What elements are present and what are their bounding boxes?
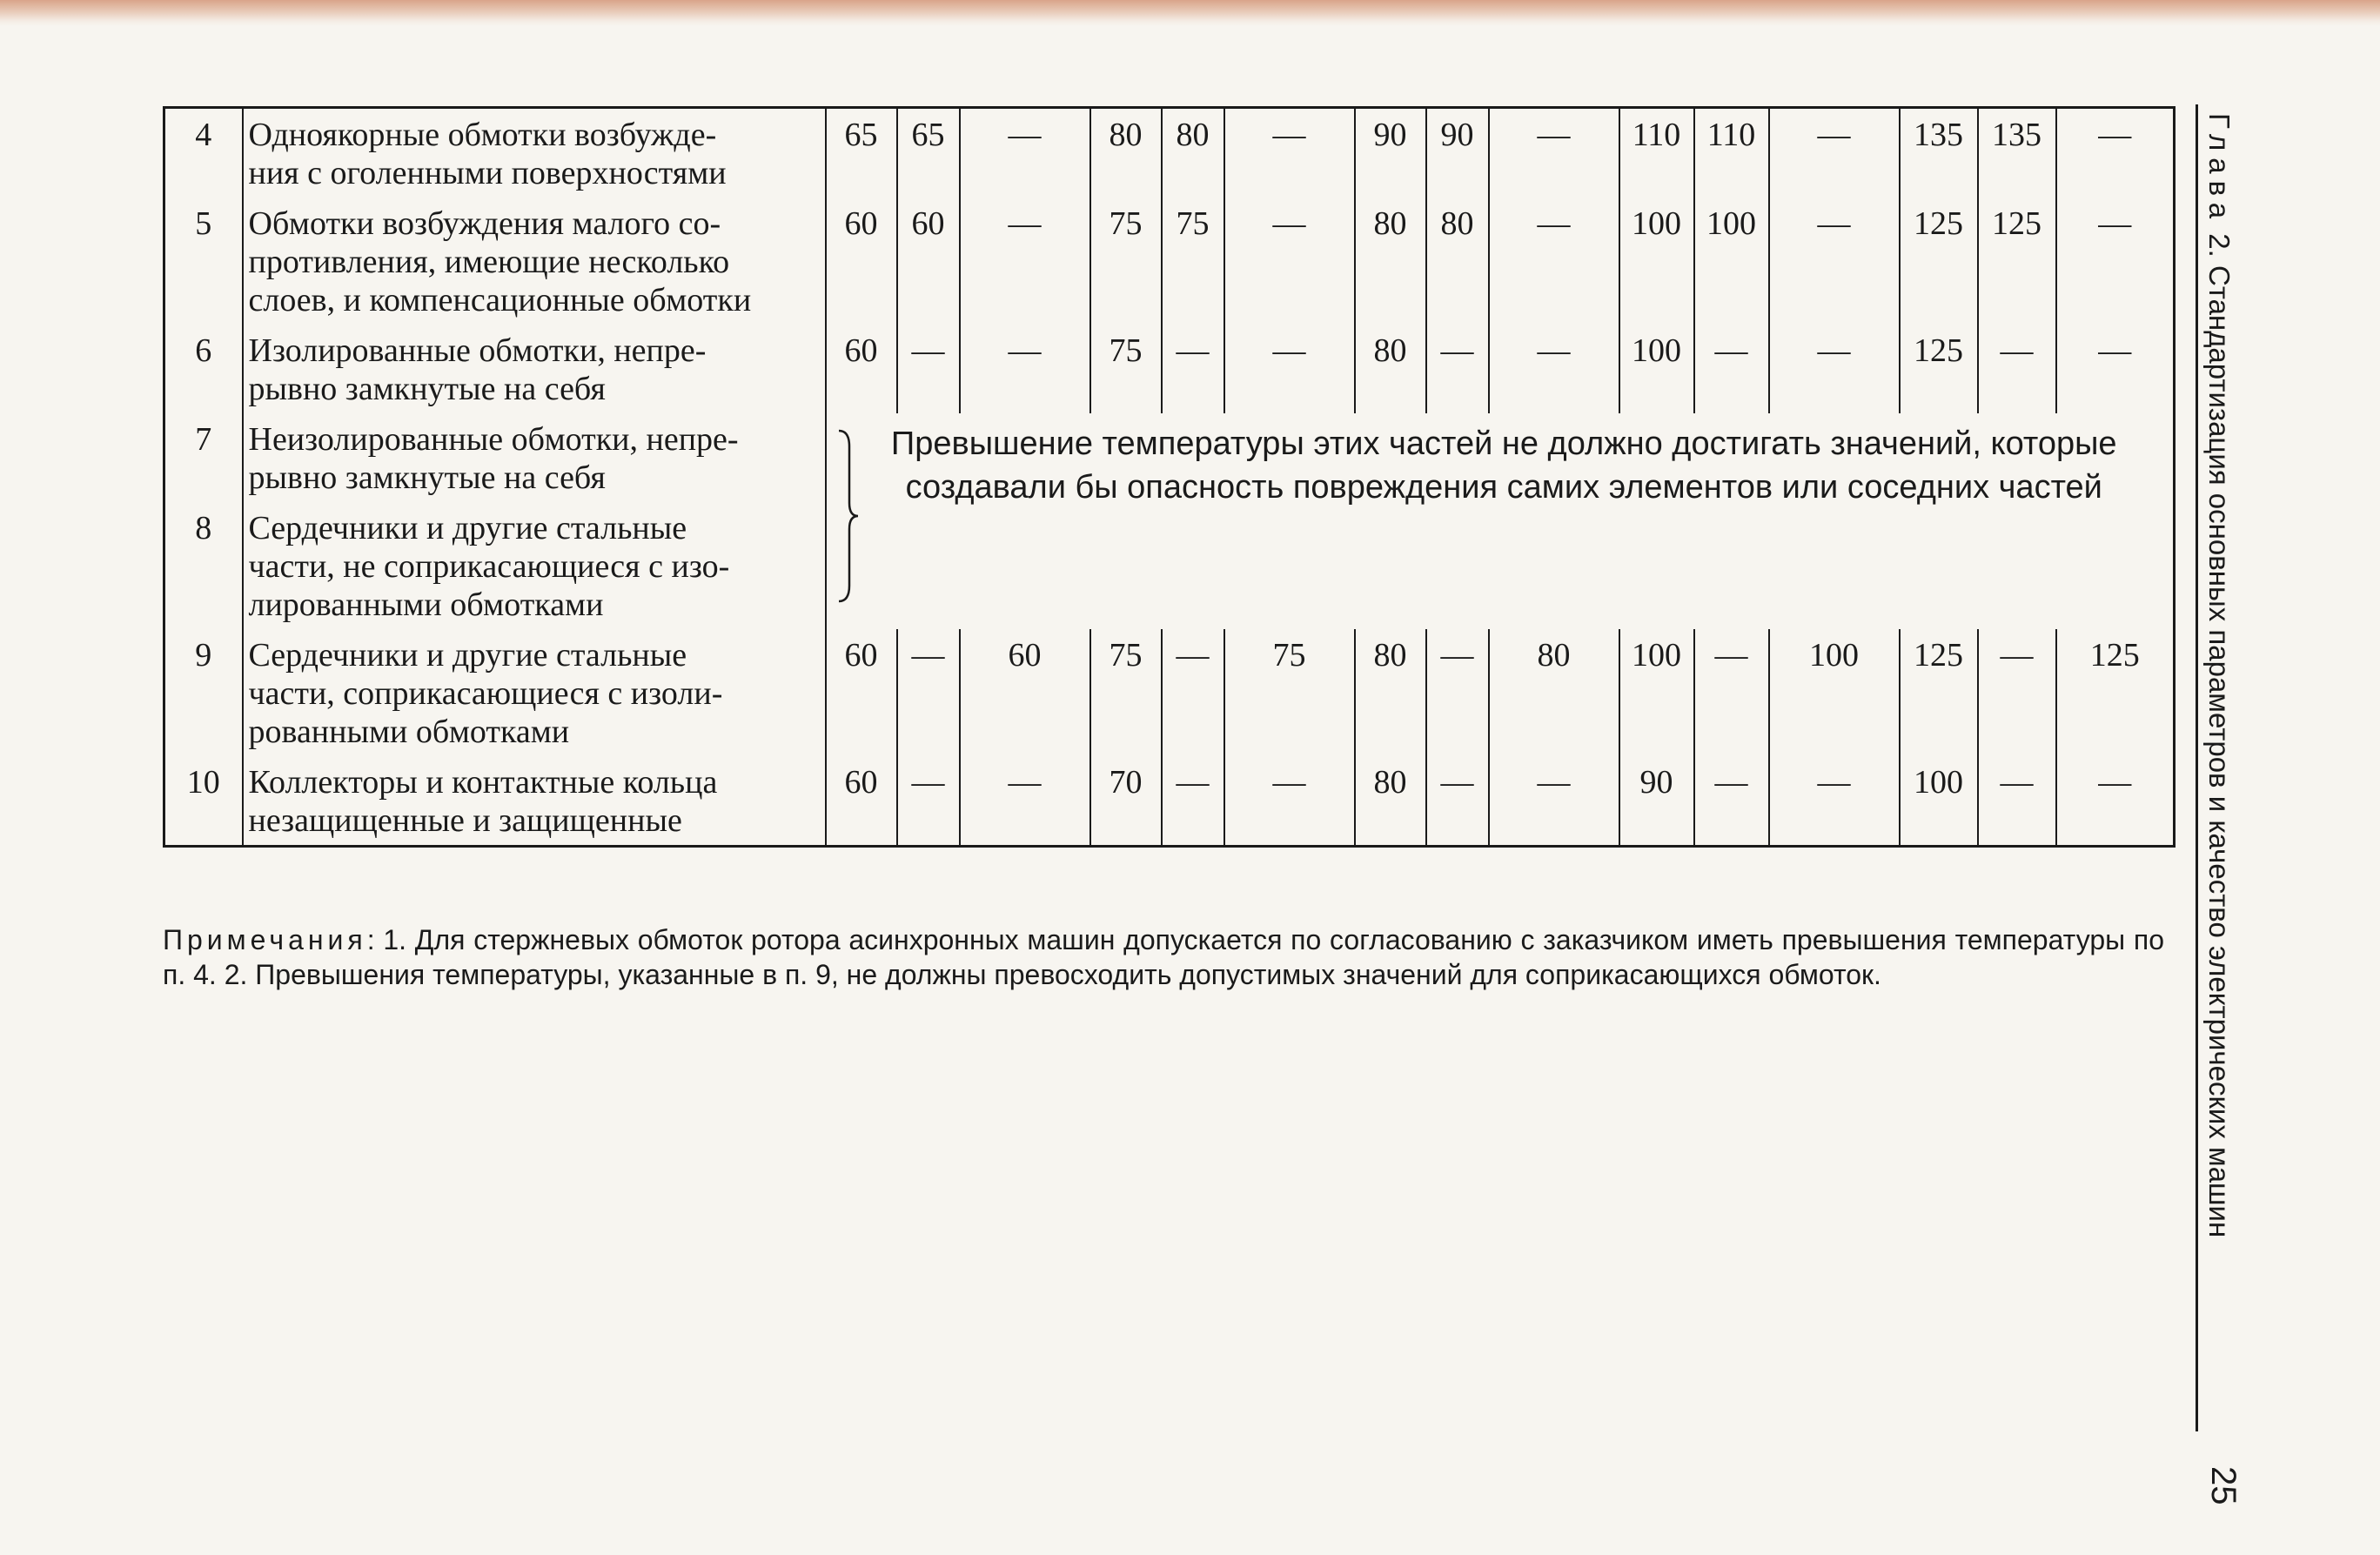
value-cell: 125 <box>2056 629 2175 756</box>
description-line: слоев, и компенсационные обмотки <box>248 282 752 318</box>
value-cell: 80 <box>1355 198 1426 325</box>
description-line: рывно замкнутые на себя <box>248 459 606 496</box>
value-cell: 75 <box>1090 198 1162 325</box>
value-cell: 60 <box>826 629 897 756</box>
value-cell: — <box>1224 198 1355 325</box>
value-cell: — <box>897 325 960 413</box>
row-description <box>243 629 826 756</box>
chapter-title: 2. Стандартизация основных параметров и качество электрических машин <box>2203 225 2236 1238</box>
value-cell: — <box>1426 325 1489 413</box>
value-cell: 80 <box>1162 108 1224 198</box>
merged-note-line: создавали бы опасность повреждения самих элементов или соседних частей <box>905 469 2102 506</box>
row-description <box>243 756 826 847</box>
value-cell: — <box>1426 629 1489 756</box>
value-cell: 100 <box>1769 629 1900 756</box>
table-row <box>164 325 2175 413</box>
description-line: Неизолированные обмотки, непре- <box>248 421 739 458</box>
description-line: рывно замкнутые на себя <box>248 371 606 407</box>
value-cell: 60 <box>960 629 1090 756</box>
value-cell: — <box>1489 198 1619 325</box>
page-number: 25 <box>2204 1466 2243 1505</box>
description-line: Обмотки возбуждения малого со- <box>248 205 721 242</box>
value-cell: — <box>1224 108 1355 198</box>
value-cell: — <box>1426 756 1489 847</box>
value-cell: 75 <box>1162 198 1224 325</box>
table-row <box>164 413 2175 502</box>
row-number: 8 <box>195 510 212 546</box>
value-cell: 110 <box>1694 108 1769 198</box>
value-cell: 80 <box>1355 756 1426 847</box>
value-cell: — <box>1694 756 1769 847</box>
value-cell: — <box>1978 756 2056 847</box>
value-cell: 90 <box>1355 108 1426 198</box>
row-number: 7 <box>195 421 212 458</box>
value-cell: — <box>1694 629 1769 756</box>
value-cell: 125 <box>1900 198 1978 325</box>
description-line: противления, имеющие несколько <box>248 244 730 280</box>
notes-text: : 1. Для стержневых обмоток ротора асинхронных машин допускается по согласованию с заказчиком иметь превышения температуры по п. 4. 2. Превышения температуры, указанные в п. 9, не должны превосходить допустимых значений для соприкасающихся обмоток. <box>163 924 2164 990</box>
value-cell: — <box>1162 325 1224 413</box>
value-cell: 135 <box>1978 108 2056 198</box>
description-line: части, соприкасающиеся с изоли- <box>248 675 723 712</box>
value-cell: 100 <box>1694 198 1769 325</box>
value-cell: 75 <box>1090 629 1162 756</box>
value-cell: 60 <box>826 198 897 325</box>
value-cell: — <box>1769 198 1900 325</box>
value-cell: 100 <box>1619 629 1694 756</box>
value-cell: 100 <box>1900 756 1978 847</box>
value-cell: 100 <box>1619 198 1694 325</box>
chapter-label: Глава <box>2203 113 2236 226</box>
value-cell: — <box>2056 108 2175 198</box>
running-header <box>2202 113 2236 1237</box>
value-cell: — <box>1162 756 1224 847</box>
value-cell: 125 <box>1978 198 2056 325</box>
value-cell: 125 <box>1900 325 1978 413</box>
row-description <box>243 325 826 413</box>
value-cell: — <box>2056 325 2175 413</box>
value-cell: 80 <box>1355 629 1426 756</box>
value-cell: — <box>1769 108 1900 198</box>
value-cell: 65 <box>897 108 960 198</box>
side-rule <box>2196 104 2198 1431</box>
row-number: 10 <box>186 764 220 801</box>
value-cell: 75 <box>1090 325 1162 413</box>
value-cell: — <box>1769 325 1900 413</box>
value-cell: — <box>897 756 960 847</box>
temperature-rise-table <box>163 106 2176 848</box>
merged-note-text <box>832 420 2169 509</box>
value-cell: — <box>1978 325 2056 413</box>
value-cell: — <box>1489 756 1619 847</box>
description-line: Одноякорные обмотки возбужде- <box>248 117 717 153</box>
description-line: Сердечники и другие стальные <box>248 637 687 674</box>
value-cell: 60 <box>897 198 960 325</box>
value-cell: — <box>960 325 1090 413</box>
row-number: 9 <box>195 637 212 674</box>
value-cell: 70 <box>1090 756 1162 847</box>
table-row <box>164 756 2175 847</box>
row-description <box>243 502 826 629</box>
table-row <box>164 629 2175 756</box>
value-cell: 90 <box>1619 756 1694 847</box>
description-line: рованными обмотками <box>248 714 570 750</box>
value-cell: — <box>1224 325 1355 413</box>
value-cell: — <box>960 108 1090 198</box>
value-cell: — <box>1694 325 1769 413</box>
merged-note-line: Превышение температуры этих частей не должно достигать значений, которые <box>890 426 2117 462</box>
row-number: 5 <box>195 205 212 242</box>
value-cell: 125 <box>1900 629 1978 756</box>
row-number: 4 <box>195 117 212 153</box>
description-line: лированными обмотками <box>248 586 604 623</box>
row-number: 6 <box>195 332 212 369</box>
value-cell: — <box>960 756 1090 847</box>
value-cell: 80 <box>1489 629 1619 756</box>
description-line: незащищенные и защищенные <box>248 802 682 839</box>
value-cell: — <box>897 629 960 756</box>
brace-icon <box>837 429 860 603</box>
value-cell: 100 <box>1619 325 1694 413</box>
value-cell: 80 <box>1355 325 1426 413</box>
value-cell: 135 <box>1900 108 1978 198</box>
value-cell: 65 <box>826 108 897 198</box>
notes-label: Примечания <box>163 924 367 955</box>
row-description <box>243 413 826 502</box>
description-line: Сердечники и другие стальные <box>248 510 687 546</box>
description-line: Изолированные обмотки, непре- <box>248 332 707 369</box>
row-description <box>243 198 826 325</box>
value-cell: 90 <box>1426 108 1489 198</box>
value-cell: — <box>1489 325 1619 413</box>
value-cell: — <box>2056 756 2175 847</box>
table-row <box>164 198 2175 325</box>
value-cell: 75 <box>1224 629 1355 756</box>
value-cell: — <box>1769 756 1900 847</box>
value-cell: — <box>960 198 1090 325</box>
value-cell: — <box>1162 629 1224 756</box>
merged-note-cell <box>826 413 2175 629</box>
value-cell: 60 <box>826 325 897 413</box>
description-line: ния с оголенными поверхностями <box>248 155 727 191</box>
description-line: Коллекторы и контактные кольца <box>248 764 718 801</box>
value-cell: — <box>1978 629 2056 756</box>
value-cell: — <box>1489 108 1619 198</box>
table-notes <box>163 922 2164 992</box>
value-cell: — <box>2056 198 2175 325</box>
value-cell: 80 <box>1090 108 1162 198</box>
table-row <box>164 108 2175 198</box>
page-edge-shadow <box>0 0 2380 26</box>
value-cell: 60 <box>826 756 897 847</box>
value-cell: 110 <box>1619 108 1694 198</box>
value-cell: — <box>1224 756 1355 847</box>
value-cell: 80 <box>1426 198 1489 325</box>
description-line: части, не соприкасающиеся с изо- <box>248 548 730 585</box>
row-description <box>243 108 826 198</box>
